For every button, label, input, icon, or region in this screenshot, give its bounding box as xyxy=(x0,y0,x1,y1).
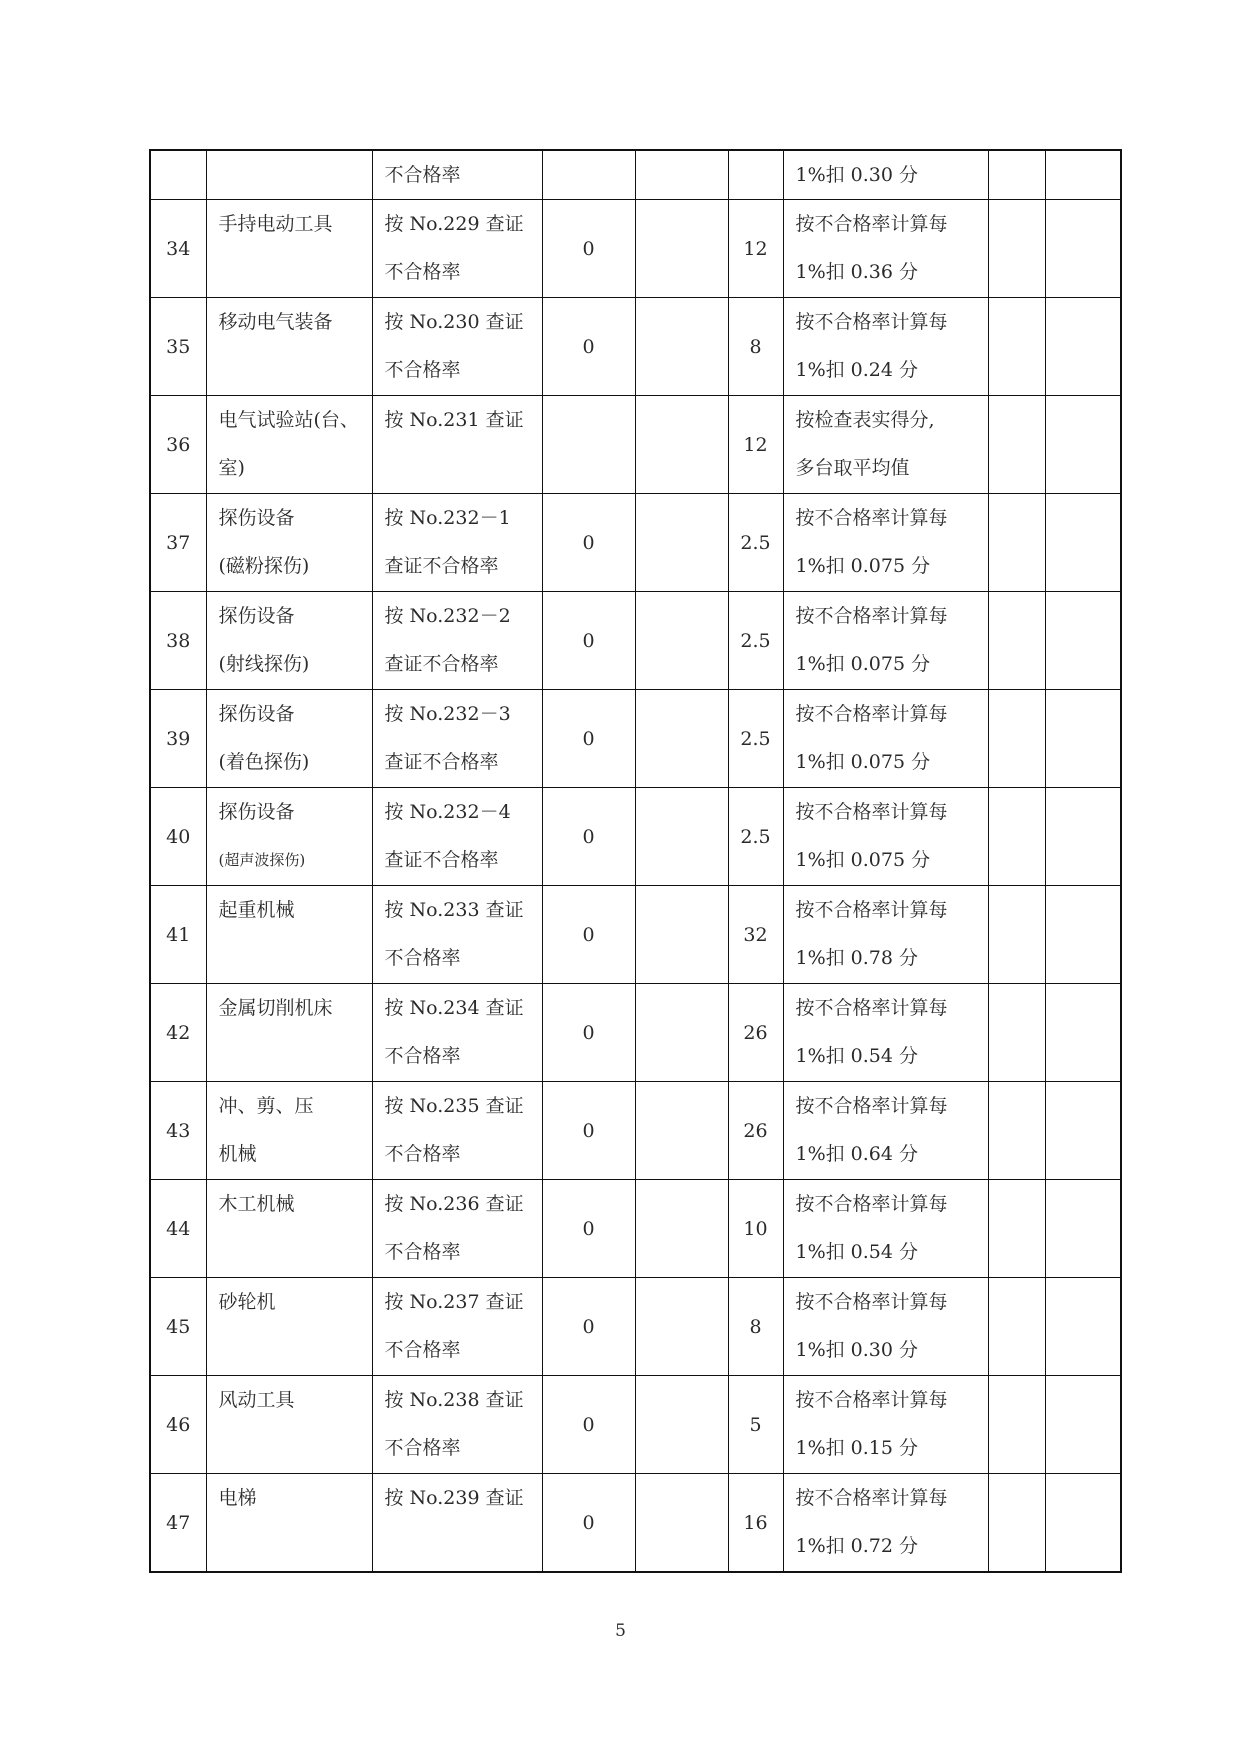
basis-cell-line: 不合格率 xyxy=(384,261,461,283)
row-number-cell-text: 35 xyxy=(166,335,191,358)
basis-cell xyxy=(372,1180,542,1278)
empty-cell xyxy=(988,690,1045,788)
row-number-cell-text: 42 xyxy=(166,1021,191,1044)
result-cell xyxy=(542,396,635,494)
scoring-rule-cell-line: 1%扣 0.54 分 xyxy=(795,1241,919,1263)
empty-cell xyxy=(1045,1376,1121,1474)
table-row xyxy=(150,592,1121,690)
scoring-rule-cell-line: 按不合格率计算每 xyxy=(795,311,948,333)
result-cell-text: 0 xyxy=(582,335,595,358)
scoring-rule-cell-line: 多台取平均值 xyxy=(795,457,910,479)
item-name-cell xyxy=(206,592,372,690)
scoring-rule-cell xyxy=(783,1278,988,1376)
result-cell xyxy=(542,1278,635,1376)
standard-score-cell-text: 8 xyxy=(749,1315,762,1338)
table-row xyxy=(150,396,1121,494)
table-row xyxy=(150,788,1121,886)
scoring-rule-cell-line: 按不合格率计算每 xyxy=(795,213,948,235)
item-name-cell-line: 探伤设备 xyxy=(218,801,295,823)
item-name-cell xyxy=(206,150,372,200)
scoring-rule-cell xyxy=(783,150,988,200)
blank-cell xyxy=(635,1180,728,1278)
scoring-rule-cell-line: 按不合格率计算每 xyxy=(795,507,948,529)
result-cell xyxy=(542,788,635,886)
row-number-cell xyxy=(150,1376,206,1474)
standard-score-cell xyxy=(728,690,783,788)
basis-cell xyxy=(372,690,542,788)
blank-cell xyxy=(635,984,728,1082)
empty-cell xyxy=(1045,494,1121,592)
scoring-rule-cell-line: 按检查表实得分, xyxy=(795,409,935,431)
result-cell-text: 0 xyxy=(582,1119,595,1142)
blank-cell xyxy=(635,298,728,396)
row-number-cell xyxy=(150,788,206,886)
result-cell-text: 0 xyxy=(582,1511,595,1534)
blank-cell xyxy=(635,1474,728,1573)
empty-cell xyxy=(1045,592,1121,690)
basis-cell-line: 按 No.236 查证 xyxy=(384,1193,524,1215)
empty-cell xyxy=(988,1474,1045,1573)
row-number-cell xyxy=(150,298,206,396)
row-number-cell-text: 34 xyxy=(166,237,191,260)
result-cell-text: 0 xyxy=(582,1021,595,1044)
result-cell xyxy=(542,1376,635,1474)
basis-cell-line: 查证不合格率 xyxy=(384,555,499,577)
item-name-cell-line: 电气试验站(台、 xyxy=(218,409,359,431)
scoring-rule-cell-line: 1%扣 0.24 分 xyxy=(795,359,919,381)
item-name-cell xyxy=(206,494,372,592)
result-cell-text: 0 xyxy=(582,531,595,554)
result-cell-text: 0 xyxy=(582,727,595,750)
item-name-cell-line: (超声波探伤) xyxy=(218,851,306,869)
blank-cell xyxy=(635,396,728,494)
row-number-cell xyxy=(150,1082,206,1180)
item-name-cell-line: 探伤设备 xyxy=(218,605,295,627)
empty-cell xyxy=(988,298,1045,396)
standard-score-cell xyxy=(728,1278,783,1376)
table-row xyxy=(150,1180,1121,1278)
row-number-cell-text: 43 xyxy=(166,1119,191,1142)
result-cell-text: 0 xyxy=(582,1315,595,1338)
basis-cell-line: 按 No.233 查证 xyxy=(384,899,524,921)
scoring-rule-cell-line: 按不合格率计算每 xyxy=(795,1193,948,1215)
scoring-rule-cell xyxy=(783,396,988,494)
row-number-cell xyxy=(150,886,206,984)
standard-score-cell xyxy=(728,200,783,298)
basis-cell xyxy=(372,298,542,396)
standard-score-cell-text: 26 xyxy=(743,1021,768,1044)
table-row xyxy=(150,984,1121,1082)
result-cell xyxy=(542,984,635,1082)
blank-cell xyxy=(635,690,728,788)
scoring-rule-cell xyxy=(783,298,988,396)
result-cell xyxy=(542,298,635,396)
empty-cell xyxy=(988,396,1045,494)
blank-cell xyxy=(635,1376,728,1474)
empty-cell xyxy=(1045,200,1121,298)
empty-cell xyxy=(1045,396,1121,494)
standard-score-cell xyxy=(728,1376,783,1474)
scoring-rule-cell-line: 按不合格率计算每 xyxy=(795,605,948,627)
result-cell xyxy=(542,150,635,200)
scoring-rule-cell-line: 按不合格率计算每 xyxy=(795,899,948,921)
item-name-cell-line: 探伤设备 xyxy=(218,703,295,725)
scoring-rule-cell-line: 按不合格率计算每 xyxy=(795,1095,948,1117)
scoring-rule-cell xyxy=(783,1180,988,1278)
table-row xyxy=(150,494,1121,592)
basis-cell-line: 按 No.232－4 xyxy=(384,801,511,823)
blank-cell xyxy=(635,494,728,592)
standard-score-cell xyxy=(728,396,783,494)
basis-cell xyxy=(372,788,542,886)
row-number-cell-text: 36 xyxy=(166,433,191,456)
scoring-rule-cell xyxy=(783,1082,988,1180)
row-number-cell-text: 39 xyxy=(166,727,191,750)
scoring-rule-cell xyxy=(783,886,988,984)
item-name-cell xyxy=(206,886,372,984)
standard-score-cell-text: 26 xyxy=(743,1119,768,1142)
empty-cell xyxy=(988,1376,1045,1474)
table-row xyxy=(150,298,1121,396)
row-number-cell xyxy=(150,396,206,494)
scoring-rule-cell xyxy=(783,1376,988,1474)
item-name-cell-line: 木工机械 xyxy=(218,1193,295,1215)
scoring-rule-cell-line: 按不合格率计算每 xyxy=(795,703,948,725)
table-row xyxy=(150,1376,1121,1474)
basis-cell-line: 按 No.232－1 xyxy=(384,507,511,529)
standard-score-cell-text: 32 xyxy=(743,923,768,946)
standard-score-cell xyxy=(728,1474,783,1573)
standard-score-cell xyxy=(728,886,783,984)
empty-cell xyxy=(988,494,1045,592)
standard-score-cell-text: 12 xyxy=(743,433,768,456)
scoring-rule-cell xyxy=(783,592,988,690)
result-cell-text: 0 xyxy=(582,237,595,260)
row-number-cell-text: 45 xyxy=(166,1315,191,1338)
basis-cell-line: 不合格率 xyxy=(384,164,461,186)
standard-score-cell xyxy=(728,298,783,396)
basis-cell xyxy=(372,886,542,984)
row-number-cell-text: 40 xyxy=(166,825,191,848)
result-cell xyxy=(542,1082,635,1180)
item-name-cell-line: 起重机械 xyxy=(218,899,295,921)
standard-score-cell-text: 2.5 xyxy=(740,531,771,554)
basis-cell-line: 查证不合格率 xyxy=(384,849,499,871)
item-name-cell xyxy=(206,396,372,494)
scoring-rule-cell xyxy=(783,788,988,886)
row-number-cell xyxy=(150,150,206,200)
basis-cell-line: 查证不合格率 xyxy=(384,751,499,773)
empty-cell xyxy=(1045,298,1121,396)
item-name-cell-line: (射线探伤) xyxy=(218,653,310,675)
standard-score-cell xyxy=(728,1082,783,1180)
item-name-cell-line: 冲、剪、压 xyxy=(218,1095,314,1117)
scoring-rule-cell-line: 按不合格率计算每 xyxy=(795,1291,948,1313)
row-number-cell xyxy=(150,592,206,690)
scoring-rule-cell-line: 1%扣 0.075 分 xyxy=(795,653,931,675)
standard-score-cell-text: 12 xyxy=(743,237,768,260)
scoring-rule-cell-line: 1%扣 0.36 分 xyxy=(795,261,919,283)
table-row xyxy=(150,1082,1121,1180)
basis-cell xyxy=(372,494,542,592)
result-cell-text: 0 xyxy=(582,923,595,946)
scoring-rule-cell-line: 1%扣 0.72 分 xyxy=(795,1535,919,1557)
standard-score-cell xyxy=(728,592,783,690)
row-number-cell-text: 41 xyxy=(166,923,191,946)
empty-cell xyxy=(1045,1082,1121,1180)
scoring-rule-cell-line: 1%扣 0.54 分 xyxy=(795,1045,919,1067)
table-row xyxy=(150,1278,1121,1376)
item-name-cell xyxy=(206,1278,372,1376)
item-name-cell xyxy=(206,984,372,1082)
basis-cell xyxy=(372,1082,542,1180)
blank-cell xyxy=(635,200,728,298)
basis-cell-line: 不合格率 xyxy=(384,1241,461,1263)
standard-score-cell-text: 2.5 xyxy=(740,727,771,750)
scoring-rule-cell xyxy=(783,494,988,592)
basis-cell xyxy=(372,1278,542,1376)
basis-cell-line: 按 No.229 查证 xyxy=(384,213,524,235)
result-cell xyxy=(542,690,635,788)
table-row xyxy=(150,886,1121,984)
empty-cell xyxy=(988,150,1045,200)
row-number-cell xyxy=(150,984,206,1082)
empty-cell xyxy=(988,788,1045,886)
result-cell xyxy=(542,1474,635,1573)
blank-cell xyxy=(635,592,728,690)
basis-cell-line: 按 No.232－2 xyxy=(384,605,511,627)
standard-score-cell-text: 2.5 xyxy=(740,825,771,848)
standard-score-cell xyxy=(728,150,783,200)
empty-cell xyxy=(1045,690,1121,788)
item-name-cell xyxy=(206,1376,372,1474)
item-name-cell-line: 金属切削机床 xyxy=(218,997,333,1019)
item-name-cell xyxy=(206,200,372,298)
basis-cell-line: 按 No.238 查证 xyxy=(384,1389,524,1411)
table-row xyxy=(150,1474,1121,1573)
result-cell-text: 0 xyxy=(582,825,595,848)
empty-cell xyxy=(988,592,1045,690)
scoring-rule-cell-line: 按不合格率计算每 xyxy=(795,997,948,1019)
basis-cell xyxy=(372,1376,542,1474)
empty-cell xyxy=(988,1180,1045,1278)
scoring-rule-cell-line: 按不合格率计算每 xyxy=(795,801,948,823)
item-name-cell-line: (磁粉探伤) xyxy=(218,555,310,577)
item-name-cell-line: 移动电气装备 xyxy=(218,311,333,333)
empty-cell xyxy=(1045,984,1121,1082)
blank-cell xyxy=(635,1278,728,1376)
empty-cell xyxy=(1045,788,1121,886)
result-cell xyxy=(542,200,635,298)
scoring-rule-cell-line: 1%扣 0.30 分 xyxy=(795,164,919,186)
basis-cell-line: 按 No.231 查证 xyxy=(384,409,524,431)
basis-cell-line: 按 No.234 查证 xyxy=(384,997,524,1019)
empty-cell xyxy=(988,200,1045,298)
row-number-cell-text: 37 xyxy=(166,531,191,554)
row-number-cell-text: 47 xyxy=(166,1511,191,1534)
table-row xyxy=(150,150,1121,200)
row-number-cell xyxy=(150,494,206,592)
table-row xyxy=(150,200,1121,298)
scoring-rule-cell-line: 1%扣 0.30 分 xyxy=(795,1339,919,1361)
standard-score-cell-text: 8 xyxy=(749,335,762,358)
blank-cell xyxy=(635,1082,728,1180)
table-row xyxy=(150,690,1121,788)
row-number-cell xyxy=(150,690,206,788)
item-name-cell-line: (着色探伤) xyxy=(218,751,310,773)
empty-cell xyxy=(988,1082,1045,1180)
empty-cell xyxy=(1045,150,1121,200)
item-name-cell-line: 电梯 xyxy=(218,1487,257,1509)
scoring-rule-cell-line: 按不合格率计算每 xyxy=(795,1389,948,1411)
basis-cell-line: 按 No.239 查证 xyxy=(384,1487,524,1509)
standard-score-cell xyxy=(728,1180,783,1278)
empty-cell xyxy=(988,1278,1045,1376)
basis-cell-line: 不合格率 xyxy=(384,1437,461,1459)
item-name-cell-line: 风动工具 xyxy=(218,1389,295,1411)
basis-cell xyxy=(372,200,542,298)
basis-cell xyxy=(372,396,542,494)
item-name-cell xyxy=(206,298,372,396)
result-cell xyxy=(542,494,635,592)
scoring-rule-cell-line: 1%扣 0.78 分 xyxy=(795,947,919,969)
row-number-cell-text: 46 xyxy=(166,1413,191,1436)
blank-cell xyxy=(635,150,728,200)
item-name-cell-line: 手持电动工具 xyxy=(218,213,333,235)
empty-cell xyxy=(1045,1278,1121,1376)
basis-cell-line: 不合格率 xyxy=(384,359,461,381)
standard-score-cell-text: 2.5 xyxy=(740,629,771,652)
page-number: 5 xyxy=(615,1621,626,1641)
item-name-cell xyxy=(206,1474,372,1573)
scoring-rule-cell-line: 1%扣 0.15 分 xyxy=(795,1437,919,1459)
empty-cell xyxy=(1045,1180,1121,1278)
item-name-cell-line: 探伤设备 xyxy=(218,507,295,529)
result-cell xyxy=(542,886,635,984)
standard-score-cell-text: 5 xyxy=(749,1413,762,1436)
row-number-cell-text: 44 xyxy=(166,1217,191,1240)
item-name-cell xyxy=(206,1082,372,1180)
empty-cell xyxy=(1045,1474,1121,1573)
scoring-rule-cell xyxy=(783,1474,988,1573)
basis-cell-line: 查证不合格率 xyxy=(384,653,499,675)
scoring-rule-cell-line: 1%扣 0.075 分 xyxy=(795,555,931,577)
standard-score-cell xyxy=(728,788,783,886)
empty-cell xyxy=(1045,886,1121,984)
basis-cell-line: 不合格率 xyxy=(384,1045,461,1067)
scoring-rule-cell-line: 1%扣 0.075 分 xyxy=(795,751,931,773)
row-number-cell xyxy=(150,1180,206,1278)
result-cell-text: 0 xyxy=(582,1217,595,1240)
item-name-cell xyxy=(206,1180,372,1278)
scoring-rule-cell-line: 按不合格率计算每 xyxy=(795,1487,948,1509)
standard-score-cell xyxy=(728,984,783,1082)
blank-cell xyxy=(635,788,728,886)
item-name-cell-line: 机械 xyxy=(218,1143,257,1165)
basis-cell xyxy=(372,1474,542,1573)
basis-cell xyxy=(372,592,542,690)
empty-cell xyxy=(988,984,1045,1082)
scoring-rule-cell xyxy=(783,200,988,298)
row-number-cell xyxy=(150,200,206,298)
scoring-rule-cell-line: 1%扣 0.64 分 xyxy=(795,1143,919,1165)
item-name-cell-line: 砂轮机 xyxy=(218,1291,276,1313)
basis-cell xyxy=(372,150,542,200)
blank-cell xyxy=(635,886,728,984)
result-cell-text: 0 xyxy=(582,1413,595,1436)
row-number-cell xyxy=(150,1474,206,1573)
basis-cell-line: 按 No.235 查证 xyxy=(384,1095,524,1117)
basis-cell-line: 不合格率 xyxy=(384,947,461,969)
standard-score-cell xyxy=(728,494,783,592)
scoring-rule-cell xyxy=(783,690,988,788)
scoring-rule-cell xyxy=(783,984,988,1082)
basis-cell-line: 不合格率 xyxy=(384,1339,461,1361)
result-cell-text: 0 xyxy=(582,629,595,652)
basis-cell-line: 按 No.237 查证 xyxy=(384,1291,524,1313)
scoring-rule-cell-line: 1%扣 0.075 分 xyxy=(795,849,931,871)
row-number-cell xyxy=(150,1278,206,1376)
item-name-cell xyxy=(206,690,372,788)
item-name-cell xyxy=(206,788,372,886)
result-cell xyxy=(542,592,635,690)
standard-score-cell-text: 16 xyxy=(743,1511,768,1534)
basis-cell-line: 不合格率 xyxy=(384,1143,461,1165)
empty-cell xyxy=(988,886,1045,984)
result-cell xyxy=(542,1180,635,1278)
basis-cell-line: 按 No.232－3 xyxy=(384,703,511,725)
basis-cell xyxy=(372,984,542,1082)
row-number-cell-text: 38 xyxy=(166,629,191,652)
inspection-score-table xyxy=(149,149,1122,1573)
basis-cell-line: 按 No.230 查证 xyxy=(384,311,524,333)
standard-score-cell-text: 10 xyxy=(743,1217,768,1240)
item-name-cell-line: 室) xyxy=(218,457,245,479)
